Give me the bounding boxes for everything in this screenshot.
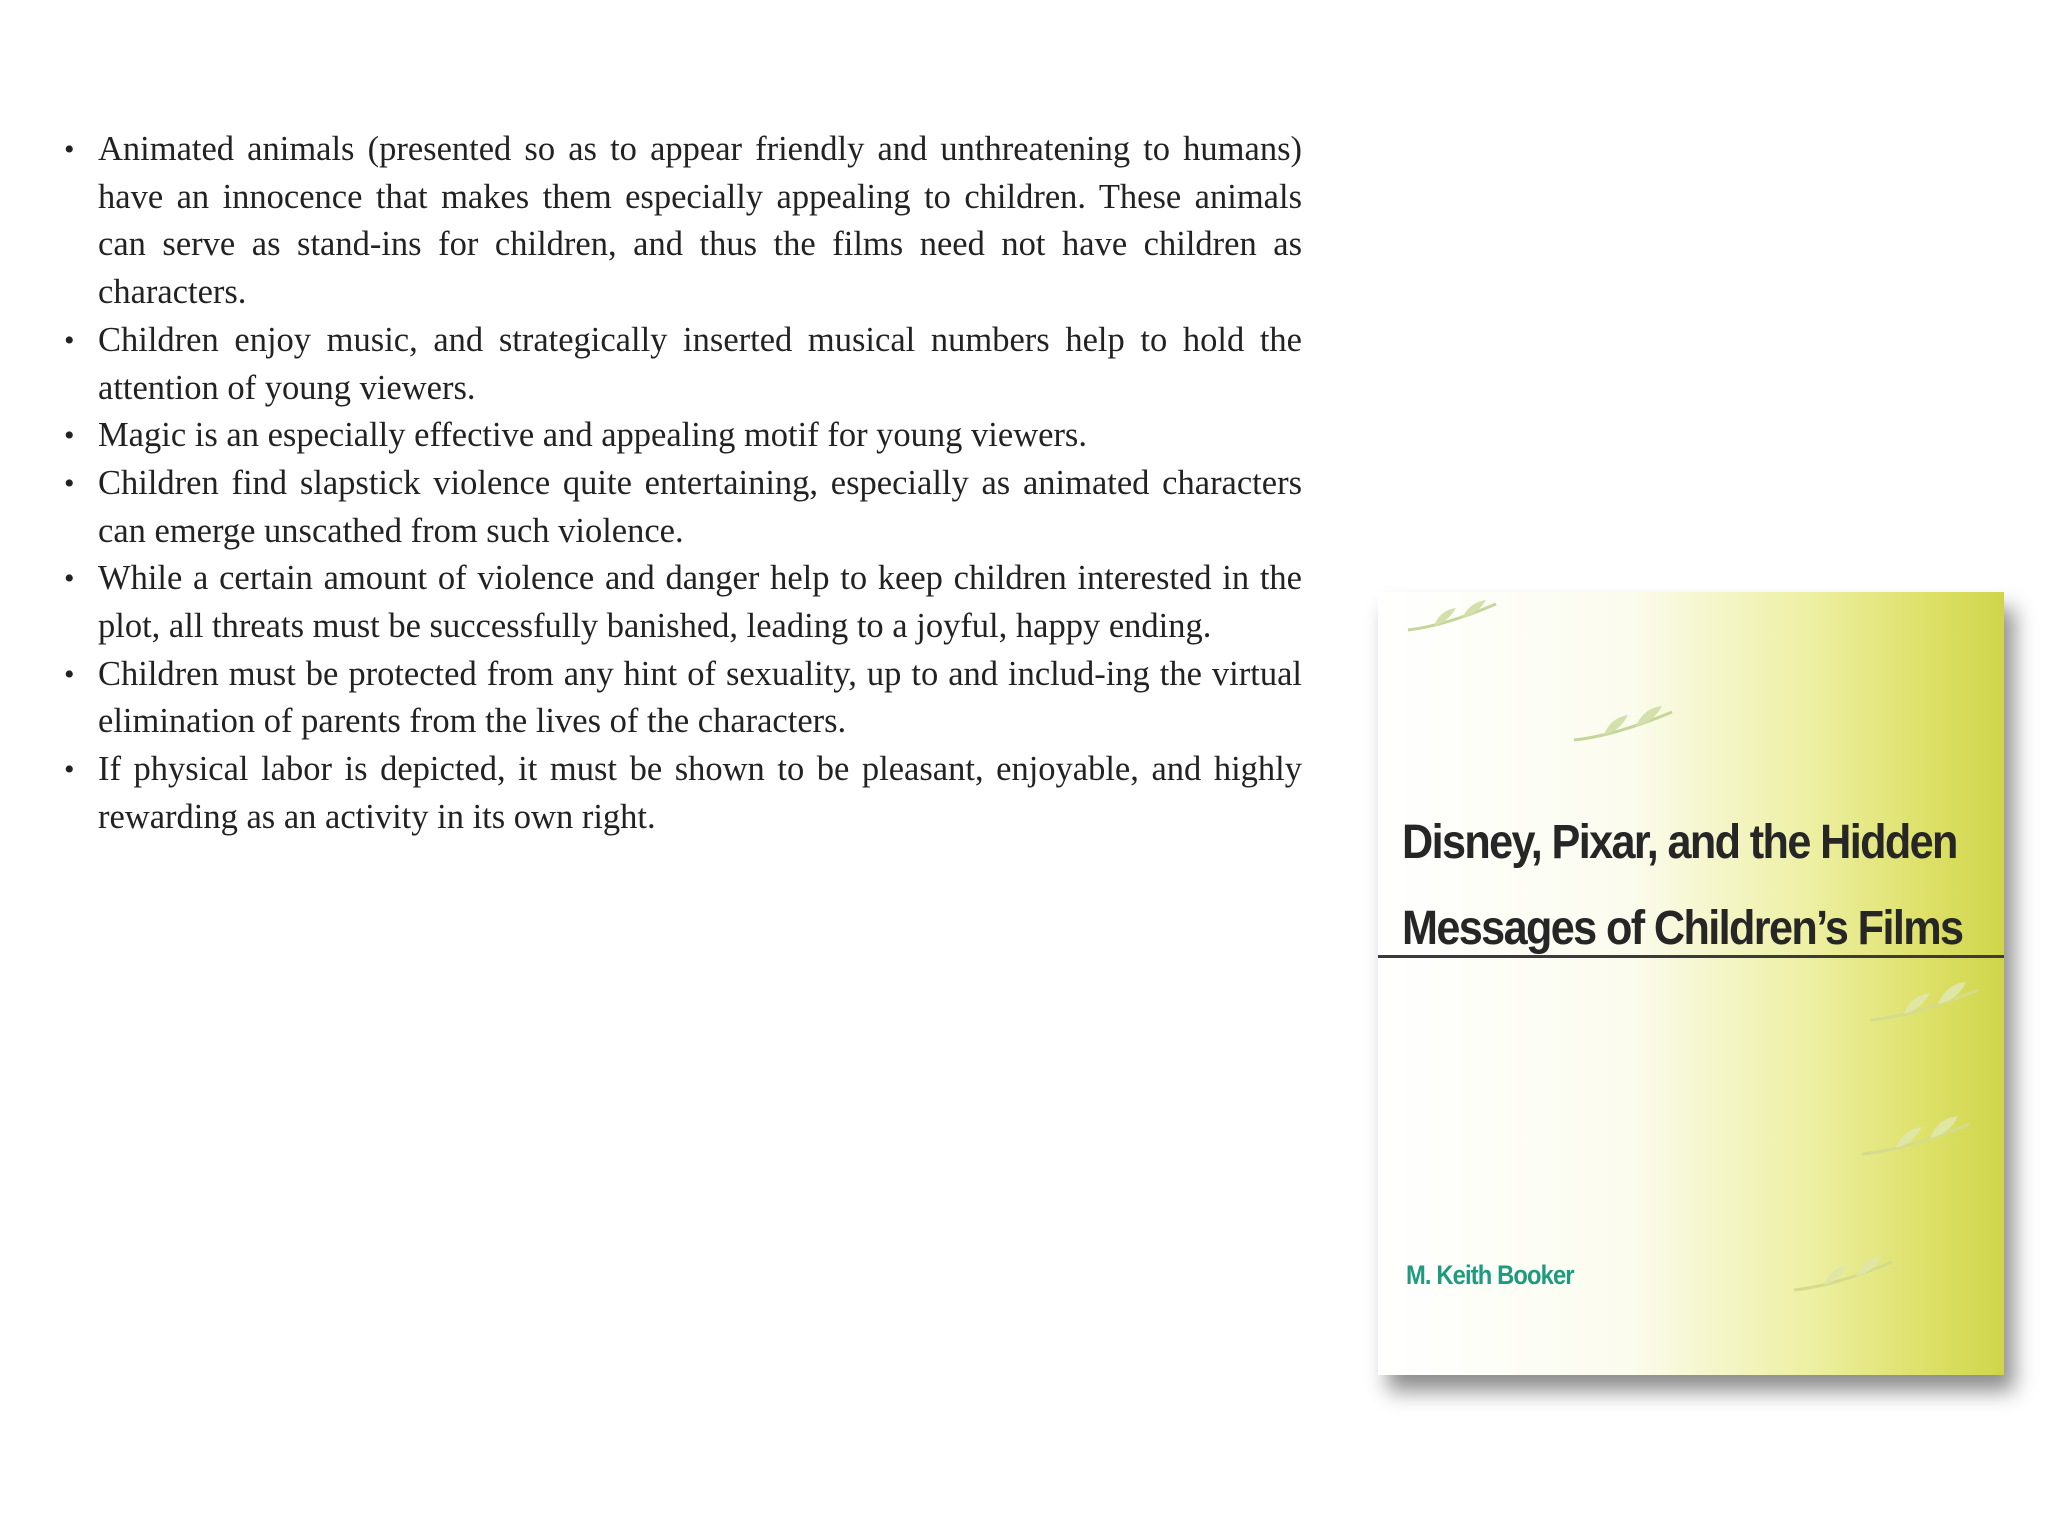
bullet-list (62, 126, 1302, 842)
book-author: M. Keith Booker (1406, 1260, 1574, 1290)
book-cover (1378, 592, 2004, 1375)
cover-divider (1378, 955, 2004, 958)
bullet-item (62, 126, 1302, 317)
bullet-item (62, 746, 1302, 841)
bullet-text: Animated animals (presented so as to appear friendly and unthreatening to humans) have an innocence that makes them especially appealing to children. These animals can serve as stand-ins for children, and thus the films need not have children as characters. (98, 130, 1302, 312)
bullet-item (62, 317, 1302, 412)
leaf-twig-icon (1858, 1112, 1978, 1160)
bullet-item (62, 460, 1302, 555)
bullet-dot: • (64, 753, 75, 787)
bullet-text: If physical labor is depicted, it must be shown to be pleasant, enjoyable, and highly rewarding as an activity in its own right. (98, 750, 1302, 836)
bullet-dot: • (64, 323, 75, 357)
bullet-dot: • (64, 657, 75, 691)
bullet-text: Magic is an especially effective and appealing motif for young viewers. (98, 416, 1087, 455)
book-title-line: Disney, Pixar, and the Hidden (1402, 816, 1957, 869)
book-title (1402, 800, 1963, 972)
bullet-text: Children enjoy music, and strategically inserted musical numbers help to hold the attention of young viewers. (98, 320, 1302, 407)
leaf-twig-icon (1570, 702, 1680, 746)
bullet-text: While a certain amount of violence and danger help to keep children interested in the plot, all threats must be successfully banished, leading to a joyful, happy ending. (98, 559, 1302, 646)
bullet-dot: • (64, 133, 75, 166)
bullet-dot: • (64, 562, 75, 596)
bullet-text: Children must be protected from any hint of sexuality, up to and includ-ing the virtual elimination of parents from the lives of the characters. (98, 654, 1302, 741)
bullet-text: Children find slapstick violence quite entertaining, especially as animated characters can emerge unscathed from such violence. (98, 463, 1302, 550)
leaf-twig-icon (1404, 596, 1504, 636)
bullet-dot: • (64, 419, 75, 453)
bullet-item (62, 651, 1302, 746)
book-title-line: Messages of Children’s Films (1402, 902, 1963, 955)
bullet-item (62, 412, 1302, 460)
leaf-twig-icon (1790, 1252, 1900, 1296)
bullet-item (62, 555, 1302, 650)
leaf-twig-icon (1866, 978, 1986, 1026)
bullet-dot: • (64, 466, 75, 500)
